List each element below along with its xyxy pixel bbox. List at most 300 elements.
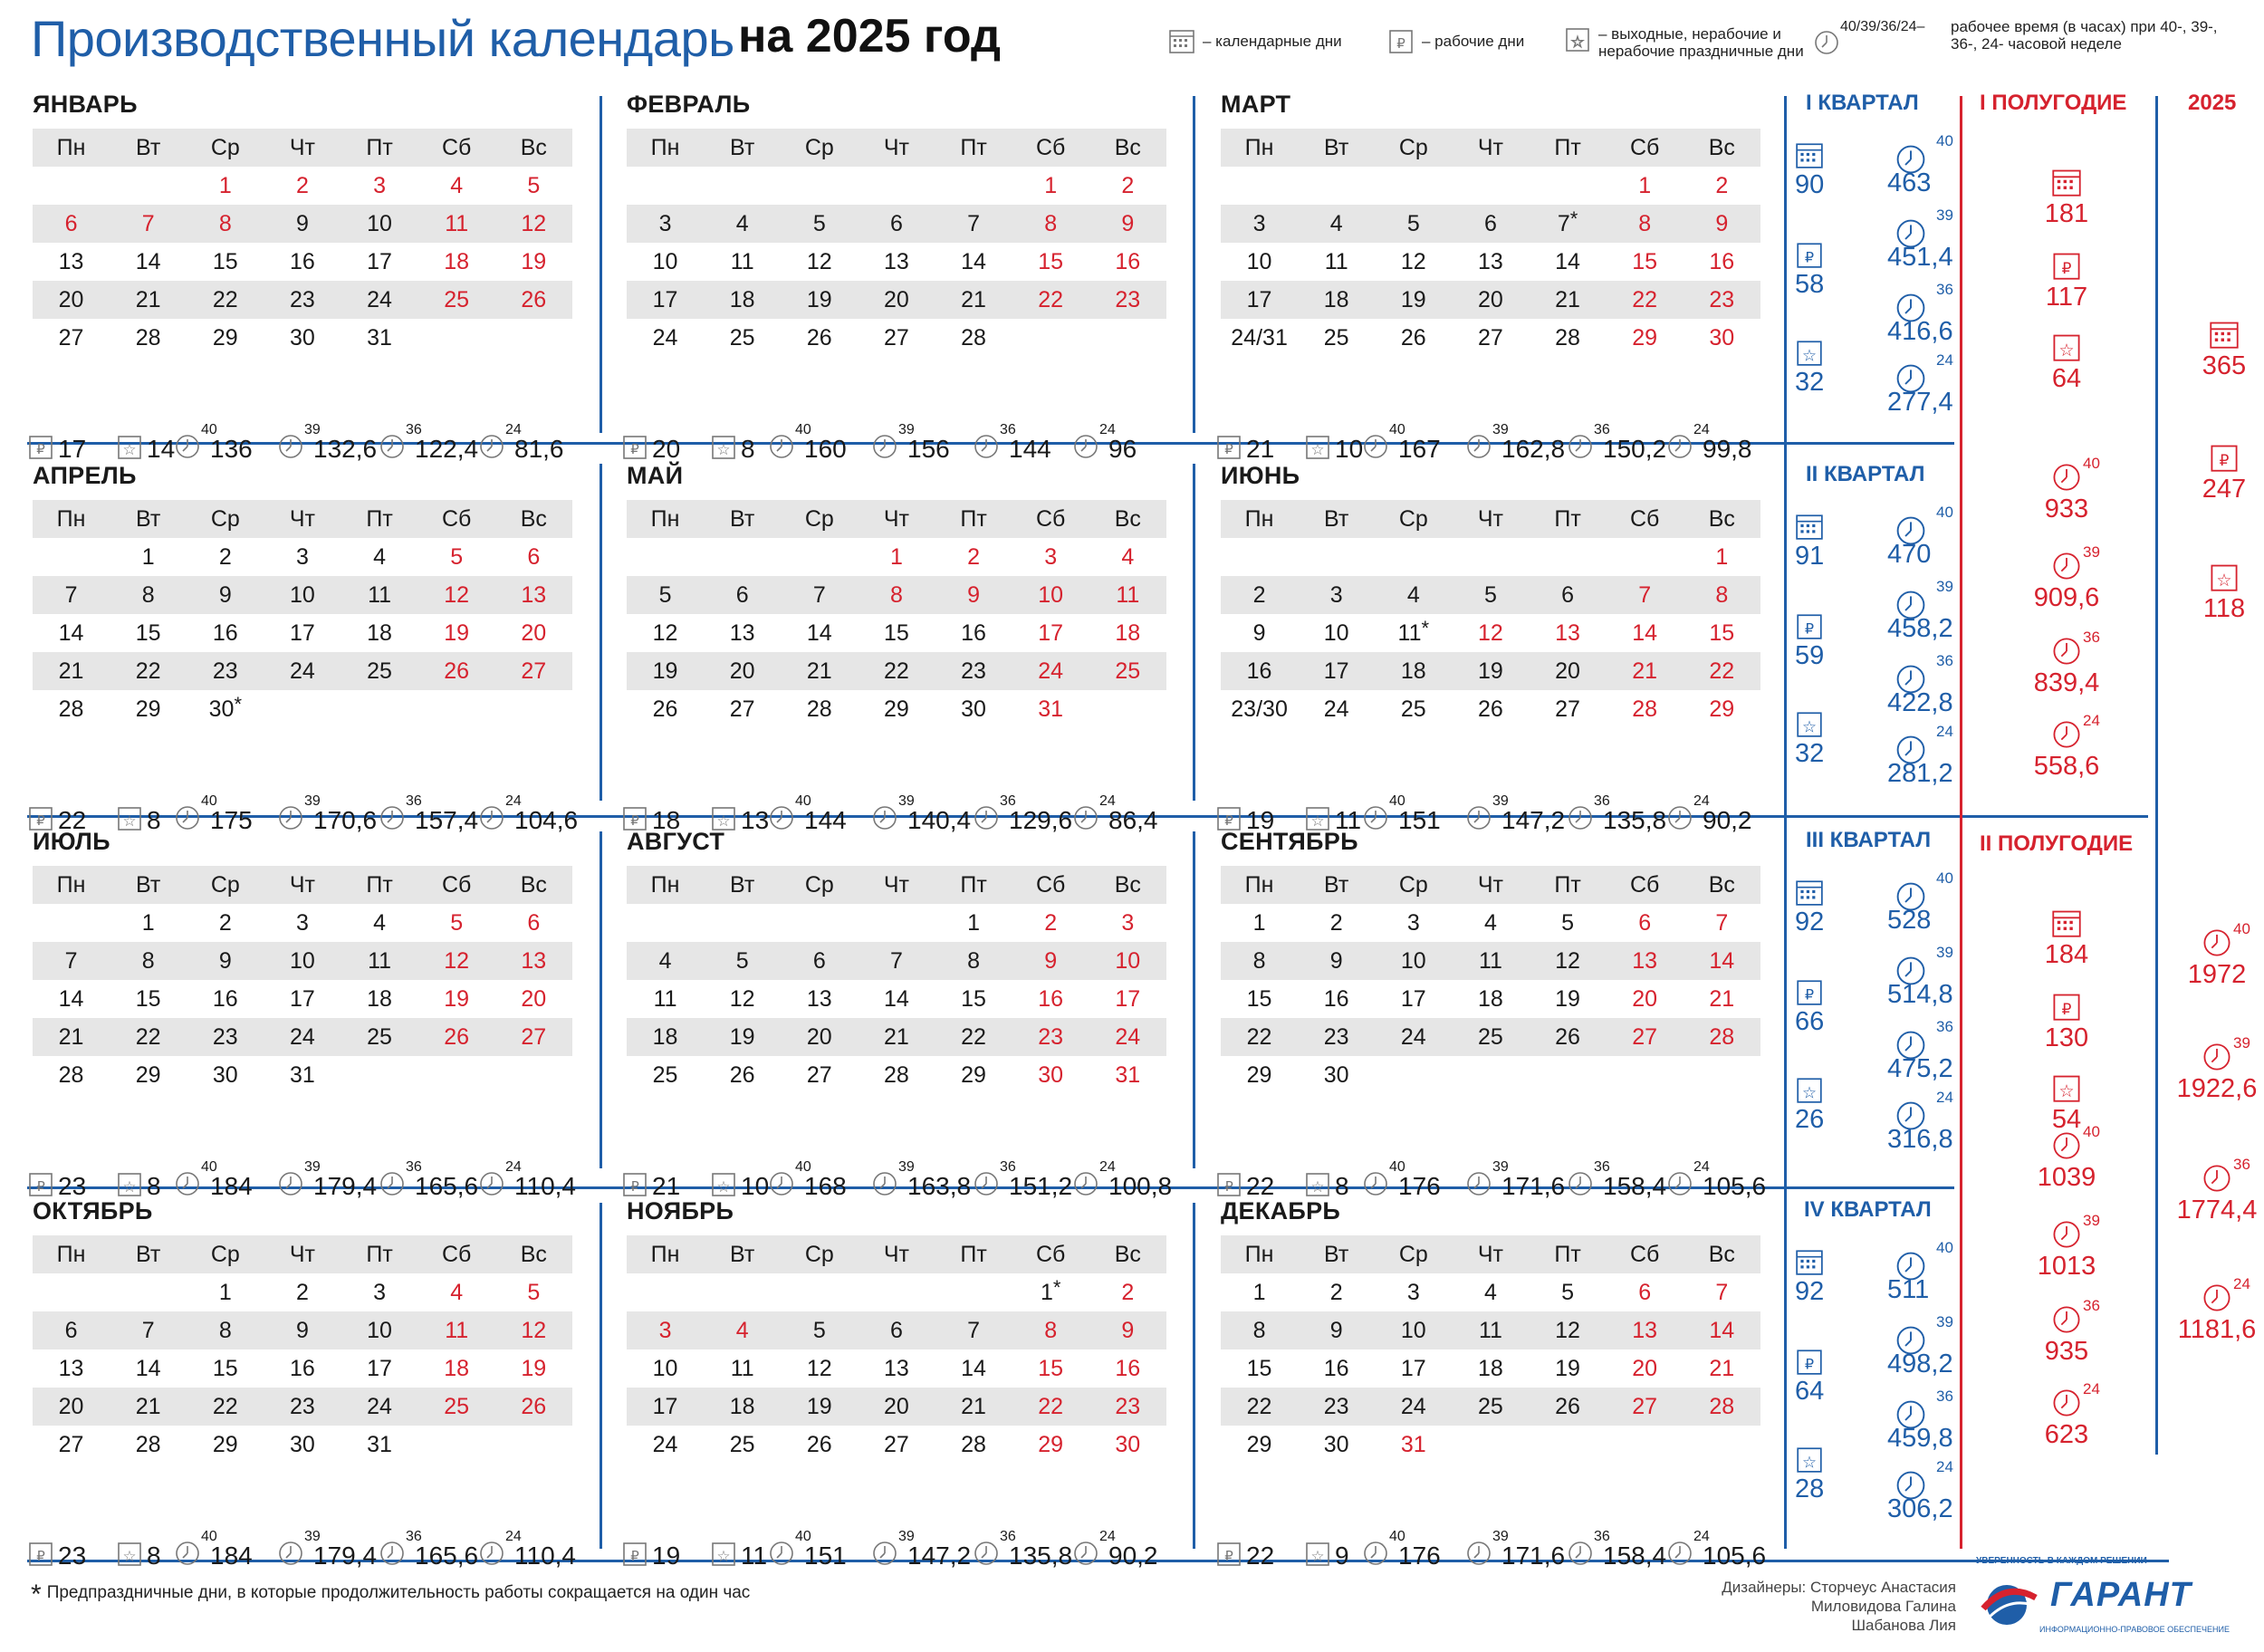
- weekday-header: [33, 500, 572, 538]
- day-cell: 1: [1044, 173, 1058, 198]
- day-cell: 10: [367, 1318, 392, 1343]
- month-totals: [1215, 422, 1795, 464]
- week-row: [627, 576, 1166, 614]
- day-cell: 28: [135, 1432, 161, 1457]
- day-cell: 24: [367, 287, 392, 312]
- star-calendar-icon: [1795, 1445, 1824, 1474]
- day-cell: 22: [212, 287, 238, 312]
- clock-icon: [2051, 1388, 2082, 1418]
- day-cell: 8: [141, 948, 155, 974]
- clock-icon: [768, 1170, 795, 1197]
- week-row: [33, 538, 572, 576]
- weekday-label: Вс: [1708, 1242, 1735, 1267]
- svg-text:₽: ₽: [2061, 260, 2072, 279]
- legend-calendar-days: [1168, 27, 1395, 63]
- hours-week-label: 40: [1389, 793, 1405, 809]
- hours-week-label: 40: [1389, 1529, 1405, 1544]
- day-cell: 11: [1116, 582, 1140, 608]
- weekday-label: Пн: [1244, 135, 1274, 160]
- day-cell: 12: [444, 948, 470, 974]
- empty-cell: [1375, 167, 1452, 205]
- weekday-label: Пт: [1554, 135, 1581, 160]
- day-cell: 26: [521, 287, 547, 312]
- weekday-label: Пн: [56, 872, 86, 898]
- quarter-value: 91: [1795, 542, 1825, 571]
- svg-text:☆: ☆: [122, 441, 137, 459]
- day-cell: 11: [653, 986, 677, 1012]
- day-cell: 3: [295, 910, 309, 936]
- day-cell: 16: [1323, 1356, 1349, 1381]
- month-totals: [1215, 1529, 1795, 1570]
- half-year-value: 909,6: [2033, 583, 2100, 612]
- day-cell: 4: [373, 544, 387, 570]
- day-cell: 1*: [1040, 1276, 1061, 1305]
- empty-cell: [935, 167, 1012, 205]
- day-cell: 7: [967, 211, 981, 236]
- year-title: 2025: [2188, 91, 2237, 115]
- day-cell: 26: [729, 1062, 755, 1088]
- month-totals: [1215, 1159, 1795, 1201]
- hours-week-label: 36: [406, 422, 422, 437]
- day-cell: 23: [1115, 1394, 1141, 1419]
- week-row: [627, 690, 1166, 728]
- total-value: 163,8: [907, 1172, 972, 1200]
- day-cell: 14: [884, 986, 909, 1012]
- total-value: 171,6: [1501, 1542, 1566, 1570]
- day-cell: 31: [290, 1062, 315, 1088]
- month-grid: [627, 500, 1166, 728]
- day-cell: 31: [367, 325, 392, 351]
- total-value: 165,6: [415, 1542, 479, 1570]
- clock-icon: [1362, 1540, 1389, 1567]
- svg-text:☆: ☆: [2058, 340, 2075, 361]
- quarter-value: 32: [1795, 739, 1825, 768]
- weekday-label: Вс: [1114, 872, 1141, 898]
- day-cell: 5: [1483, 582, 1497, 608]
- day-cell: 16: [290, 1356, 315, 1381]
- logo-tagline: УВЕРЕННОСТЬ В КАЖДОМ РЕШЕНИИ: [1976, 1556, 2147, 1566]
- day-cell: 29: [1246, 1432, 1272, 1457]
- month-name: МАРТ: [1221, 91, 1291, 118]
- total-value: 165,6: [415, 1172, 479, 1200]
- day-cell: 7: [1715, 910, 1729, 936]
- clock-icon: [1567, 1540, 1594, 1567]
- weekday-label: Чт: [289, 872, 315, 898]
- day-cell: 21: [58, 1024, 84, 1050]
- day-cell: 6: [1483, 211, 1497, 236]
- weekday-label: Пт: [1554, 872, 1581, 898]
- day-cell: 3: [1121, 910, 1135, 936]
- half-year-value: 623: [2044, 1420, 2089, 1449]
- quarter-value: 422,8: [1887, 688, 1953, 717]
- calendar-icon: [1168, 27, 1194, 53]
- svg-text:₽: ₽: [1804, 985, 1815, 1004]
- legend-off-label: – выходные, нерабочие и нерабочие праздничные дни: [1598, 25, 1804, 60]
- day-cell: 6: [64, 1318, 78, 1343]
- weekday-label: Вт: [1324, 872, 1349, 898]
- half-year-work-days: [2012, 991, 2121, 1053]
- hours-week-label: 24: [505, 422, 522, 437]
- day-cell: 22: [135, 1024, 161, 1050]
- empty-cell: [781, 1273, 858, 1311]
- svg-text:☆: ☆: [716, 441, 731, 459]
- pre-holiday-mark: *: [1052, 1276, 1061, 1299]
- day-cell: 6: [64, 211, 78, 236]
- empty-cell: [1684, 1056, 1760, 1094]
- clock-icon: [2202, 1042, 2232, 1072]
- total-value: 22: [1246, 1542, 1275, 1570]
- quarter-calendar-days: [1795, 877, 1825, 936]
- hours-week-label: 40: [795, 1159, 811, 1175]
- weekday-label: Ср: [1398, 506, 1428, 532]
- day-cell: 6: [1561, 582, 1575, 608]
- hours-week-label: 39: [2083, 1212, 2100, 1229]
- star-calendar-icon: [1304, 1170, 1331, 1197]
- clock-icon: [1465, 1170, 1492, 1197]
- week-row: [627, 319, 1166, 357]
- half-year-work-days: [2012, 250, 2121, 312]
- half-year-hours: [2012, 1380, 2121, 1450]
- weekday-label: Пт: [960, 1242, 987, 1267]
- day-cell: 3: [658, 1318, 672, 1343]
- quarter-off-days: [1795, 337, 1825, 397]
- weekday-label: Вс: [1708, 506, 1735, 532]
- star-calendar-icon: [1304, 433, 1331, 460]
- day-cell: 23: [1038, 1024, 1064, 1050]
- svg-text:₽: ₽: [630, 812, 639, 829]
- quarter-off-days: [1795, 1074, 1825, 1134]
- half-year-hours: [2012, 543, 2121, 613]
- day-cell: 7*: [1557, 207, 1578, 236]
- week-row: [1221, 652, 1760, 690]
- weekday-label: Ср: [210, 506, 240, 532]
- weekday-label: Чт: [289, 506, 315, 532]
- day-cell: 14: [1709, 1318, 1735, 1343]
- year-hours: [2163, 1275, 2264, 1345]
- day-cell: 11: [445, 211, 469, 236]
- calendar-icon: [1795, 512, 1824, 541]
- day-cell: 27: [729, 696, 755, 722]
- weekday-label: Сб: [1630, 506, 1660, 532]
- empty-cell: [781, 538, 858, 576]
- day-cell: 18: [729, 287, 755, 312]
- svg-text:₽: ₽: [1224, 1178, 1233, 1195]
- total-value: 14: [147, 435, 176, 463]
- day-cell: 9: [1252, 620, 1266, 646]
- day-cell: 9: [218, 582, 232, 608]
- day-cell: 16: [961, 620, 986, 646]
- month-name: АВГУСТ: [627, 828, 725, 855]
- day-cell: 7: [889, 948, 903, 974]
- day-cell: 8: [967, 948, 981, 974]
- day-cell: 25: [1115, 658, 1141, 684]
- day-cell: 12: [521, 1318, 547, 1343]
- empty-cell: [781, 167, 858, 205]
- month-block: [621, 828, 1173, 1200]
- half-year-value: 933: [2044, 495, 2089, 523]
- quarter-calendar-days: [1795, 139, 1825, 199]
- day-cell: 12: [729, 986, 755, 1012]
- half-year-hours: [2012, 1212, 2121, 1282]
- day-cell: 18: [729, 1394, 755, 1419]
- month-block: [27, 1197, 576, 1570]
- hours-week-label: 39: [2233, 1034, 2250, 1052]
- total-value: 10: [741, 1172, 770, 1200]
- total-value: 19: [652, 1542, 681, 1570]
- clock-icon: [973, 1170, 1000, 1197]
- weekday-label: Вс: [520, 506, 547, 532]
- total-value: 8: [147, 1172, 161, 1200]
- hours-week-label: 40: [1936, 1239, 1953, 1256]
- quarter-value: 32: [1795, 368, 1825, 397]
- hours-week-label: 24: [505, 1159, 522, 1175]
- garant-logo: [1976, 1556, 2230, 1647]
- day-cell: 24: [1115, 1024, 1141, 1050]
- day-cell: 27: [1555, 696, 1580, 722]
- svg-text:☆: ☆: [122, 1178, 137, 1196]
- total-value: 90,2: [1703, 806, 1752, 834]
- week-row: [1221, 690, 1760, 728]
- day-cell: 1: [218, 1280, 232, 1305]
- day-cell: 27: [521, 1024, 547, 1050]
- hours-week-label: 36: [1936, 1388, 1953, 1405]
- day-cell: 30: [1709, 325, 1735, 351]
- week-row: [627, 1273, 1166, 1311]
- day-cell: 24: [652, 1432, 678, 1457]
- weekday-label: Пн: [650, 506, 680, 532]
- svg-text:☆: ☆: [716, 812, 731, 831]
- month-grid: [1221, 1235, 1760, 1464]
- total-value: 140,4: [907, 806, 972, 834]
- day-cell: 22: [1038, 287, 1064, 312]
- day-cell: 30: [1323, 1432, 1349, 1457]
- weekday-header: [1221, 866, 1760, 904]
- svg-text:₽: ₽: [630, 441, 639, 457]
- total-value: 135,8: [1009, 1542, 1073, 1570]
- hours-week-label: 36: [1000, 422, 1016, 437]
- day-cell: 20: [521, 986, 547, 1012]
- day-cell: 30: [1115, 1432, 1141, 1457]
- legend-work-days: [1387, 27, 1550, 63]
- weekday-label: Вт: [730, 1242, 755, 1267]
- day-cell: 15: [961, 986, 986, 1012]
- total-value: 10: [1335, 435, 1364, 463]
- day-cell: 19: [521, 249, 547, 274]
- day-cell: 10: [652, 249, 678, 274]
- total-value: 18: [652, 806, 681, 834]
- day-cell: 17: [1323, 658, 1349, 684]
- total-value: 176: [1398, 1542, 1441, 1570]
- quarter-value: 316,8: [1887, 1125, 1953, 1154]
- month-block: [1215, 462, 1759, 834]
- month-name: ИЮНЬ: [1221, 462, 1300, 489]
- hours-week-label: 40: [795, 793, 811, 809]
- weekday-label: Вс: [520, 1242, 547, 1267]
- day-cell: 16: [1323, 986, 1349, 1012]
- day-cell: 26: [806, 325, 832, 351]
- day-cell: 9: [1329, 948, 1343, 974]
- day-cell: 2: [1121, 1280, 1135, 1305]
- svg-text:₽: ₽: [630, 1548, 639, 1564]
- week-row: [1221, 538, 1760, 576]
- svg-text:₽: ₽: [1396, 35, 1405, 52]
- total-value: 167: [1398, 435, 1441, 463]
- total-value: 136: [210, 435, 253, 463]
- total-value: 22: [1246, 1172, 1275, 1200]
- day-cell: 6: [889, 1318, 903, 1343]
- weekday-label: Вт: [730, 506, 755, 532]
- hours-week-label: 39: [1936, 206, 1953, 224]
- star-calendar-icon: [1564, 25, 1589, 51]
- quarter-hours: [1887, 652, 1953, 717]
- quarter-hours: [1887, 1458, 1953, 1523]
- empty-cell: [858, 904, 935, 942]
- weekday-label: Вт: [1324, 1242, 1349, 1267]
- day-cell: 17: [652, 1394, 678, 1419]
- day-cell: 26: [1478, 696, 1503, 722]
- day-cell: 24/31: [1231, 325, 1288, 351]
- hours-week-label: 24: [505, 793, 522, 809]
- day-cell: 28: [1709, 1024, 1735, 1050]
- ruble-calendar-icon: [2051, 250, 2082, 281]
- month-totals: [27, 422, 607, 464]
- total-value: 156: [907, 435, 950, 463]
- day-cell: 31: [1400, 1432, 1426, 1457]
- empty-cell: [33, 1273, 110, 1311]
- day-cell: 13: [1478, 249, 1503, 274]
- day-cell: 18: [1478, 1356, 1503, 1381]
- svg-text:☆: ☆: [1310, 441, 1325, 459]
- day-cell: 16: [212, 620, 238, 646]
- weekday-label: Сб: [442, 872, 472, 898]
- hours-week-label: 40: [1936, 504, 1953, 521]
- day-cell: 12: [1555, 948, 1580, 974]
- week-row: [33, 1056, 572, 1094]
- total-value: 162,8: [1501, 435, 1566, 463]
- svg-text:₽: ₽: [36, 441, 45, 457]
- quarter-value: 475,2: [1887, 1054, 1953, 1083]
- day-cell: 7: [64, 948, 78, 974]
- empty-cell: [1530, 167, 1607, 205]
- day-cell: 1: [1252, 1280, 1266, 1305]
- total-value: 170,6: [313, 806, 378, 834]
- clock-icon: [1362, 433, 1389, 460]
- hours-week-label: 24: [1936, 351, 1953, 369]
- hours-week-label: 39: [304, 422, 321, 437]
- weekday-label: Чт: [1477, 135, 1503, 160]
- day-cell: 1: [218, 173, 232, 198]
- day-cell: 10: [290, 582, 315, 608]
- clock-icon: [1666, 1170, 1693, 1197]
- day-cell: 30: [290, 325, 315, 351]
- weekday-header: [33, 1235, 572, 1273]
- day-cell: 2: [967, 544, 981, 570]
- total-value: 20: [652, 435, 681, 463]
- day-cell: 8: [1252, 948, 1266, 974]
- year-value: 118: [2202, 594, 2246, 623]
- day-cell: 10: [1038, 582, 1064, 608]
- quarter-calendar-days: [1795, 511, 1825, 571]
- day-cell: 10: [290, 948, 315, 974]
- week-row: [1221, 1349, 1760, 1388]
- total-value: 13: [741, 806, 770, 834]
- star-calendar-icon: [1304, 1540, 1331, 1567]
- svg-text:☆: ☆: [1310, 1178, 1325, 1196]
- hours-week-label: 36: [1594, 1159, 1610, 1175]
- day-cell: 19: [1555, 1356, 1580, 1381]
- weekday-label: Сб: [442, 135, 472, 160]
- empty-cell: [1452, 538, 1529, 576]
- hours-week-label: 36: [1936, 1018, 1953, 1035]
- hours-week-label: 39: [898, 793, 915, 809]
- quarter-work-days: [1795, 610, 1825, 670]
- day-cell: 10: [1115, 948, 1141, 974]
- month-name: ЯНВАРЬ: [33, 91, 138, 118]
- weekday-label: Пн: [650, 872, 680, 898]
- day-cell: 20: [884, 1394, 909, 1419]
- month-name: СЕНТЯБРЬ: [1221, 828, 1358, 855]
- weekday-label: Ср: [210, 1242, 240, 1267]
- half-separator: [1960, 96, 1962, 1549]
- weekday-label: Ср: [804, 872, 834, 898]
- weekday-label: Сб: [1036, 135, 1066, 160]
- day-cell: 14: [1632, 620, 1658, 646]
- day-cell: 20: [58, 287, 84, 312]
- day-cell: 21: [961, 287, 986, 312]
- svg-text:₽: ₽: [1804, 1355, 1815, 1373]
- weekday-label: Пт: [366, 135, 393, 160]
- week-row: [33, 281, 572, 319]
- day-cell: 24: [652, 325, 678, 351]
- day-cell: 17: [367, 249, 392, 274]
- total-value: 179,4: [313, 1172, 378, 1200]
- empty-cell: [627, 167, 704, 205]
- weekday-label: Вс: [1114, 135, 1141, 160]
- quarter-title: I КВАРТАЛ: [1806, 91, 1919, 115]
- day-cell: 9: [1121, 211, 1135, 236]
- clock-icon: [277, 1540, 304, 1567]
- day-cell: 16: [1115, 1356, 1141, 1381]
- hours-week-label: 40: [1936, 869, 1953, 887]
- day-cell: 25: [1478, 1394, 1503, 1419]
- day-cell: 2: [295, 173, 309, 198]
- day-cell: 14: [135, 249, 161, 274]
- day-cell: 4: [1406, 582, 1420, 608]
- day-cell: 14: [961, 249, 986, 274]
- hours-week-label: 36: [1936, 652, 1953, 669]
- year-hours: [2163, 1034, 2264, 1104]
- day-cell: 7: [64, 582, 78, 608]
- total-value: 144: [804, 806, 847, 834]
- day-cell: 15: [1038, 1356, 1064, 1381]
- weekday-label: Ср: [804, 506, 834, 532]
- clock-icon: [2051, 1130, 2082, 1161]
- empty-cell: [495, 1426, 572, 1464]
- day-cell: 7: [1638, 582, 1652, 608]
- quarter-hours: [1887, 869, 1953, 935]
- day-cell: 4: [450, 173, 464, 198]
- day-cell: 21: [1709, 1356, 1735, 1381]
- total-value: 8: [1335, 1172, 1349, 1200]
- footnote-text: Предпраздничные дни, в которые продолжительность работы сокращается на один час: [46, 1583, 751, 1602]
- weekday-label: Вт: [136, 135, 161, 160]
- day-cell: 6: [527, 544, 541, 570]
- weekday-label: Пн: [650, 1242, 680, 1267]
- weekday-label: Пт: [1554, 1242, 1581, 1267]
- hours-week-label: 39: [304, 793, 321, 809]
- year-separator: [2155, 96, 2158, 1455]
- day-cell: 25: [729, 325, 755, 351]
